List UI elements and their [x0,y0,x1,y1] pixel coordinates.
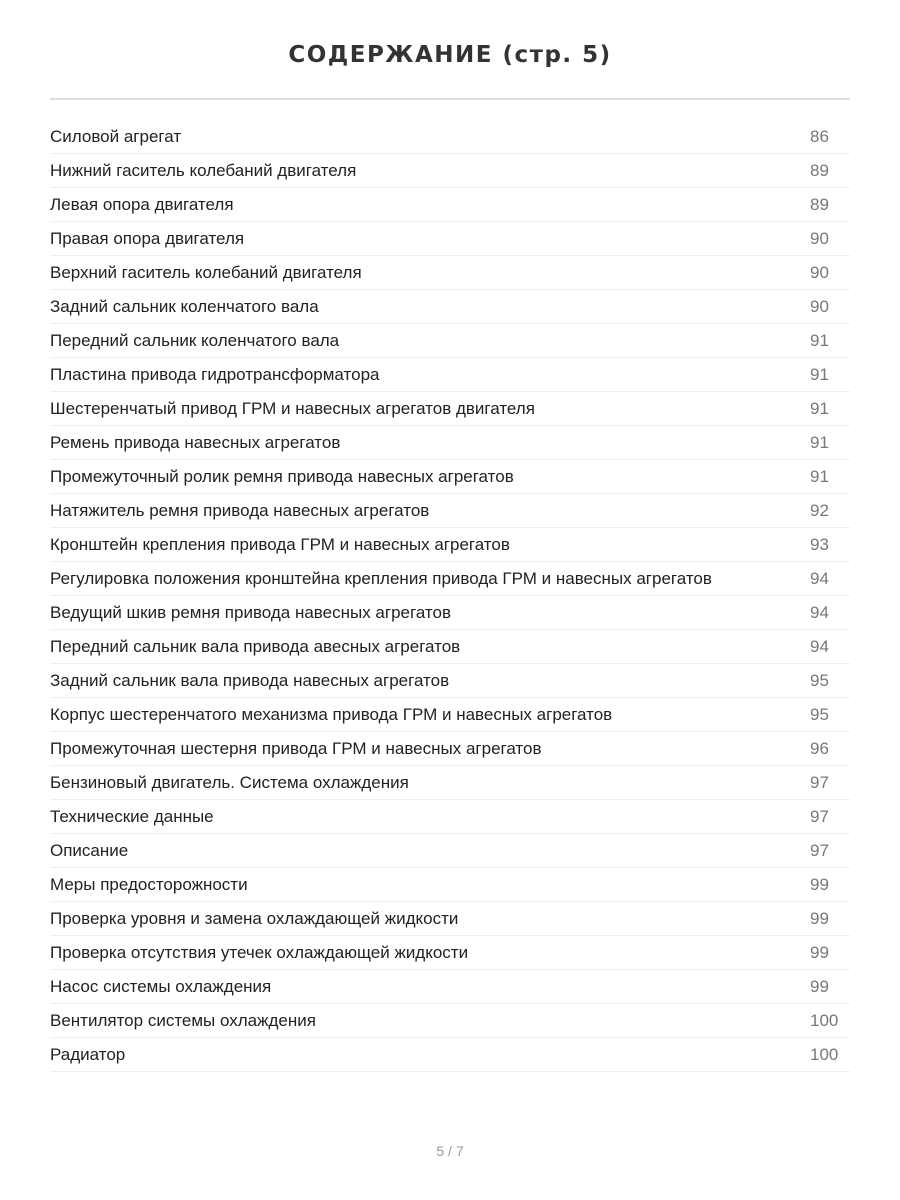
toc-entry[interactable] [50,460,850,494]
toc-entry-title[interactable]: Меры предосторожности [50,874,248,894]
toc-entry-title[interactable]: Кронштейн крепления привода ГРМ и навесных агрегатов [50,534,510,554]
toc-entry-title[interactable]: Силовой агрегат [50,126,182,146]
toc-entry-page-number: 100 [810,1010,839,1030]
toc-entry-title[interactable]: Проверка отсутствия утечек охлаждающей жидкости [50,942,469,962]
toc-entry-title[interactable]: Радиатор [50,1044,126,1064]
toc-entry-title[interactable]: Задний сальник коленчатого вала [50,296,319,316]
toc-entry-page-number: 95 [810,670,829,690]
toc-entry-page-number: 94 [810,636,829,656]
toc-entry-page-number: 100 [810,1044,839,1064]
toc-entry-page-number: 90 [810,228,829,248]
toc-entry-title[interactable]: Технические данные [50,806,214,826]
toc-entry-title[interactable]: Нижний гаситель колебаний двигателя [50,160,357,180]
toc-entry[interactable] [50,868,850,902]
toc-entry[interactable] [50,494,850,528]
toc-entry-title[interactable]: Задний сальник вала привода навесных агрегатов [50,670,450,690]
toc-entry-title[interactable]: Верхний гаситель колебаний двигателя [50,262,362,282]
toc-entry-title[interactable]: Левая опора двигателя [50,194,234,214]
toc-entry-title[interactable]: Промежуточный ролик ремня привода навесных агрегатов [50,466,514,486]
toc-entry[interactable] [50,120,850,154]
toc-entry[interactable] [50,256,850,290]
toc-entry-title[interactable]: Шестеренчатый привод ГРМ и навесных агрегатов двигателя [50,398,535,418]
toc-entry-title[interactable]: Пластина привода гидротрансформатора [50,364,380,384]
toc-entry-page-number: 99 [810,908,829,928]
toc-entry-page-number: 96 [810,738,829,758]
toc-entry-title[interactable]: Описание [50,840,129,860]
toc-entry-page-number: 91 [810,432,829,452]
toc-entry-title[interactable]: Корпус шестеренчатого механизма привода ГРМ и навесных агрегатов [50,704,613,724]
toc-entry[interactable] [50,1004,850,1038]
page-indicator: 5 / 7 [436,1143,464,1159]
toc-entry[interactable] [50,834,850,868]
toc-entry-title[interactable]: Передний сальник коленчатого вала [50,330,340,350]
toc-entry-page-number: 91 [810,330,829,350]
toc-entry-page-number: 97 [810,840,829,860]
title-divider [50,98,850,100]
toc-entry-page-number: 90 [810,296,829,316]
toc-entry[interactable] [50,936,850,970]
toc-entry[interactable] [50,664,850,698]
toc-entry[interactable] [50,154,850,188]
toc-entry[interactable] [50,698,850,732]
toc-entry[interactable] [50,324,850,358]
toc-entry[interactable] [50,1038,850,1072]
toc-entry-page-number: 91 [810,364,829,384]
toc-entry[interactable] [50,766,850,800]
toc-entry[interactable] [50,732,850,766]
toc-entry-page-number: 91 [810,398,829,418]
toc-entry-page-number: 90 [810,262,829,282]
toc-entry-page-number: 89 [810,194,829,214]
toc-entry[interactable] [50,596,850,630]
toc-entry-page-number: 94 [810,568,829,588]
toc-entry-page-number: 93 [810,534,829,554]
toc-entry-page-number: 86 [810,126,829,146]
toc-entry-title[interactable]: Передний сальник вала привода авесных агрегатов [50,636,461,656]
toc-entry[interactable] [50,290,850,324]
toc-entry-title[interactable]: Ремень привода навесных агрегатов [50,432,341,452]
toc-entry[interactable] [50,970,850,1004]
toc-entry-page-number: 97 [810,772,829,792]
toc-entry-page-number: 89 [810,160,829,180]
toc-entry[interactable] [50,426,850,460]
toc-entry-title[interactable]: Вентилятор системы охлаждения [50,1010,316,1030]
toc-entry-title[interactable]: Натяжитель ремня привода навесных агрегатов [50,500,430,520]
toc-entry[interactable] [50,222,850,256]
page-title: СОДЕРЖАНИЕ (стр. 5) [288,42,612,68]
toc-entry-page-number: 99 [810,874,829,894]
table-of-contents [50,120,850,1072]
toc-entry-page-number: 92 [810,500,829,520]
toc-entry-title[interactable]: Проверка уровня и замена охлаждающей жидкости [50,908,459,928]
toc-entry-page-number: 97 [810,806,829,826]
toc-entry-title[interactable]: Правая опора двигателя [50,228,245,248]
toc-entry-page-number: 99 [810,942,829,962]
toc-entry[interactable] [50,630,850,664]
toc-entry-title[interactable]: Насос системы охлаждения [50,976,272,996]
toc-entry-title[interactable]: Ведущий шкив ремня привода навесных агрегатов [50,602,451,622]
toc-entry[interactable] [50,562,850,596]
toc-entry[interactable] [50,358,850,392]
toc-entry-title[interactable]: Регулировка положения кронштейна крепления привода ГРМ и навесных агрегатов [50,568,712,588]
toc-entry-title[interactable]: Бензиновый двигатель. Система охлаждения [50,772,409,792]
toc-entry[interactable] [50,902,850,936]
toc-entry[interactable] [50,392,850,426]
toc-entry-title[interactable]: Промежуточная шестерня привода ГРМ и навесных агрегатов [50,738,542,758]
toc-entry[interactable] [50,800,850,834]
toc-entry-page-number: 99 [810,976,829,996]
toc-entry-page-number: 94 [810,602,829,622]
toc-entry[interactable] [50,188,850,222]
toc-entry-page-number: 95 [810,704,829,724]
toc-entry-page-number: 91 [810,466,829,486]
toc-entry[interactable] [50,528,850,562]
